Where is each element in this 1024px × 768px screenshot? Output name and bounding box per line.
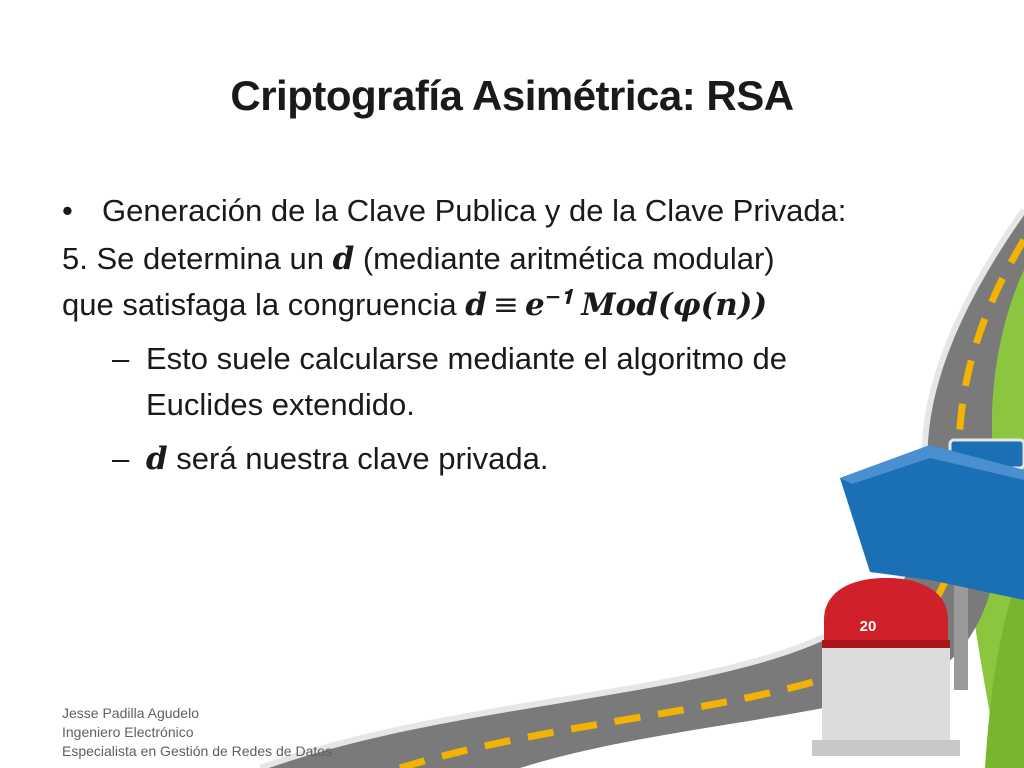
sub-item-1 — [112, 336, 892, 428]
step-text-2: que satisfaga la congruencia — [62, 287, 466, 322]
footer-degree: Ingeniero Electrónico — [62, 724, 194, 740]
milestone-base — [812, 740, 960, 756]
bullet-item — [62, 188, 942, 234]
congruence-op: ≡ — [492, 287, 519, 323]
mod-expression: 𝑴𝒐𝒅(𝝋(𝒏)) — [581, 287, 768, 323]
sub-text-2: será nuestra clave privada. — [167, 441, 549, 476]
step-text: 5. Se determina un — [62, 241, 333, 276]
var-d: 𝒅 — [332, 241, 355, 277]
var-d-2: 𝒅 — [465, 287, 487, 323]
sub-dash-2: – — [112, 441, 130, 476]
footer-specialty: Especialista en Gestión de Redes de Datos — [62, 743, 333, 759]
exp-base: 𝒆 — [524, 287, 545, 323]
footer-author: Jesse Padilla Agudelo — [62, 705, 199, 721]
step-line-1 — [62, 236, 942, 282]
step-line-2 — [62, 282, 942, 328]
step-text-suffix: (mediante aritmética modular) — [354, 241, 775, 276]
sub-item-2 — [112, 436, 892, 482]
milestone-body — [822, 640, 950, 752]
slide-content — [62, 188, 942, 482]
sub-dash: – — [112, 341, 130, 376]
milestone-number: 20 — [859, 618, 877, 635]
sub-text: Esto suele calcularse mediante el algoritmo de Euclides extendido. — [146, 341, 788, 422]
slide-title: Criptografía Asimétrica: RSA — [230, 72, 794, 119]
var-d-3: 𝒅 — [146, 441, 168, 477]
milestone-cap — [824, 578, 948, 648]
bullet-marker: • — [62, 193, 73, 228]
exp-power: −𝟏 — [544, 284, 573, 309]
milestone-band — [822, 640, 950, 648]
footer — [62, 704, 332, 761]
bullet-text: Generación de la Clave Publica y de la Clave Privada: — [102, 193, 847, 228]
